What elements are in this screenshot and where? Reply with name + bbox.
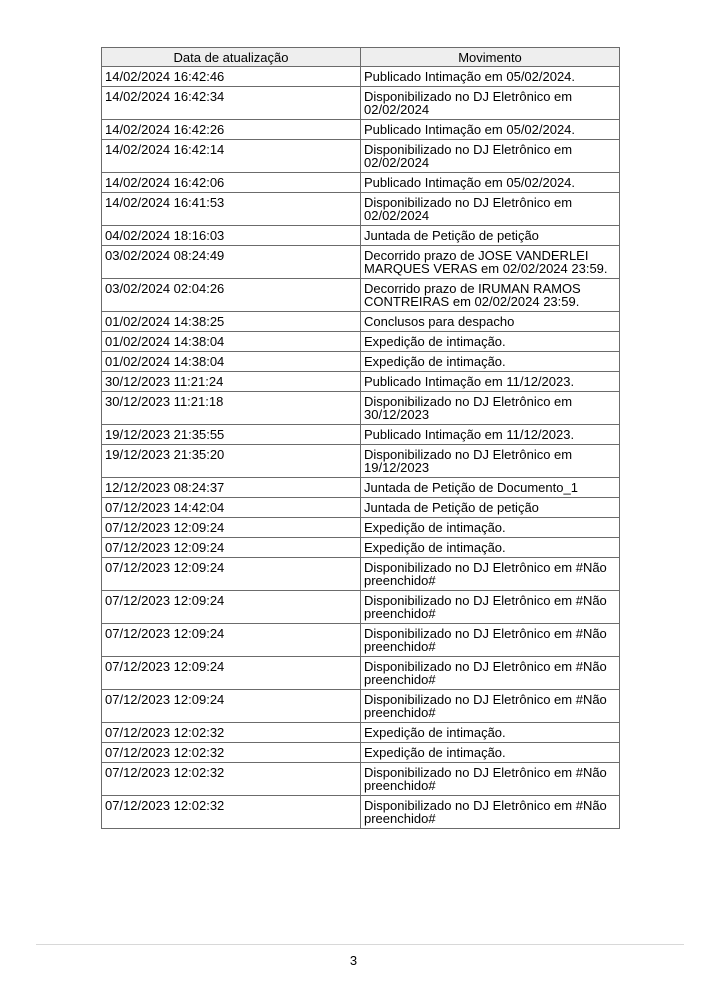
cell-movement: Publicado Intimação em 05/02/2024. — [361, 173, 620, 193]
cell-date: 30/12/2023 11:21:24 — [102, 372, 361, 392]
table-row — [102, 445, 620, 478]
table-row — [102, 352, 620, 372]
table-row — [102, 425, 620, 445]
cell-date: 03/02/2024 08:24:49 — [102, 246, 361, 279]
cell-movement: Disponibilizado no DJ Eletrônico em 19/12/2023 — [361, 445, 620, 478]
cell-date: 07/12/2023 12:09:24 — [102, 591, 361, 624]
cell-movement: Disponibilizado no DJ Eletrônico em 02/02/2024 — [361, 87, 620, 120]
cell-date: 30/12/2023 11:21:18 — [102, 392, 361, 425]
cell-date: 04/02/2024 18:16:03 — [102, 226, 361, 246]
table-row — [102, 246, 620, 279]
cell-date: 07/12/2023 12:09:24 — [102, 690, 361, 723]
cell-movement: Disponibilizado no DJ Eletrônico em 02/02/2024 — [361, 140, 620, 173]
cell-date: 07/12/2023 12:09:24 — [102, 518, 361, 538]
cell-movement: Disponibilizado no DJ Eletrônico em 30/12/2023 — [361, 392, 620, 425]
cell-movement: Expedição de intimação. — [361, 352, 620, 372]
cell-movement: Decorrido prazo de JOSE VANDERLEI MARQUES VERAS em 02/02/2024 23:59. — [361, 246, 620, 279]
cell-movement: Disponibilizado no DJ Eletrônico em #Não preenchido# — [361, 624, 620, 657]
cell-date: 03/02/2024 02:04:26 — [102, 279, 361, 312]
table-row — [102, 173, 620, 193]
cell-movement: Disponibilizado no DJ Eletrônico em #Não preenchido# — [361, 657, 620, 690]
table-row — [102, 478, 620, 498]
table-body — [102, 67, 620, 829]
table-row — [102, 763, 620, 796]
cell-date: 07/12/2023 12:02:32 — [102, 796, 361, 829]
cell-movement: Expedição de intimação. — [361, 723, 620, 743]
column-header-date: Data de atualização — [102, 48, 361, 67]
table-row — [102, 226, 620, 246]
cell-movement: Disponibilizado no DJ Eletrônico em 02/02/2024 — [361, 193, 620, 226]
cell-date: 07/12/2023 12:09:24 — [102, 624, 361, 657]
cell-date: 14/02/2024 16:42:14 — [102, 140, 361, 173]
table-row — [102, 87, 620, 120]
cell-date: 07/12/2023 12:02:32 — [102, 763, 361, 796]
table-row — [102, 624, 620, 657]
table-row — [102, 193, 620, 226]
cell-movement: Conclusos para despacho — [361, 312, 620, 332]
cell-date: 01/02/2024 14:38:04 — [102, 352, 361, 372]
cell-movement: Expedição de intimação. — [361, 518, 620, 538]
cell-movement: Publicado Intimação em 11/12/2023. — [361, 372, 620, 392]
cell-movement: Publicado Intimação em 11/12/2023. — [361, 425, 620, 445]
cell-movement: Publicado Intimação em 05/02/2024. — [361, 120, 620, 140]
cell-date: 07/12/2023 12:09:24 — [102, 558, 361, 591]
cell-date: 14/02/2024 16:42:46 — [102, 67, 361, 87]
table-row — [102, 591, 620, 624]
cell-movement: Expedição de intimação. — [361, 538, 620, 558]
table-row — [102, 332, 620, 352]
cell-movement: Juntada de Petição de petição — [361, 498, 620, 518]
cell-date: 19/12/2023 21:35:20 — [102, 445, 361, 478]
table-row — [102, 723, 620, 743]
cell-movement: Expedição de intimação. — [361, 743, 620, 763]
cell-movement: Disponibilizado no DJ Eletrônico em #Não preenchido# — [361, 591, 620, 624]
cell-movement: Disponibilizado no DJ Eletrônico em #Não preenchido# — [361, 763, 620, 796]
cell-date: 14/02/2024 16:42:06 — [102, 173, 361, 193]
table-row — [102, 312, 620, 332]
cell-date: 14/02/2024 16:41:53 — [102, 193, 361, 226]
table-row — [102, 67, 620, 87]
cell-date: 01/02/2024 14:38:25 — [102, 312, 361, 332]
cell-date: 14/02/2024 16:42:26 — [102, 120, 361, 140]
table-row — [102, 392, 620, 425]
cell-date: 07/12/2023 12:09:24 — [102, 657, 361, 690]
cell-date: 07/12/2023 12:02:32 — [102, 743, 361, 763]
table-row — [102, 372, 620, 392]
cell-movement: Expedição de intimação. — [361, 332, 620, 352]
cell-date: 07/12/2023 14:42:04 — [102, 498, 361, 518]
table-row — [102, 558, 620, 591]
cell-movement: Disponibilizado no DJ Eletrônico em #Não preenchido# — [361, 796, 620, 829]
cell-date: 19/12/2023 21:35:55 — [102, 425, 361, 445]
cell-date: 14/02/2024 16:42:34 — [102, 87, 361, 120]
table-row — [102, 657, 620, 690]
page-number: 3 — [349, 953, 358, 968]
cell-date: 01/02/2024 14:38:04 — [102, 332, 361, 352]
table-row — [102, 690, 620, 723]
table-header-row — [102, 48, 620, 67]
cell-movement: Disponibilizado no DJ Eletrônico em #Não preenchido# — [361, 558, 620, 591]
table-row — [102, 796, 620, 829]
cell-movement: Disponibilizado no DJ Eletrônico em #Não preenchido# — [361, 690, 620, 723]
table-row — [102, 120, 620, 140]
cell-movement: Publicado Intimação em 05/02/2024. — [361, 67, 620, 87]
column-header-movement: Movimento — [361, 48, 620, 67]
cell-movement: Juntada de Petição de petição — [361, 226, 620, 246]
table-row — [102, 279, 620, 312]
footer-divider — [36, 944, 684, 945]
table-row — [102, 518, 620, 538]
cell-date: 07/12/2023 12:09:24 — [102, 538, 361, 558]
movements-table — [101, 47, 620, 829]
cell-movement: Decorrido prazo de IRUMAN RAMOS CONTREIRAS em 02/02/2024 23:59. — [361, 279, 620, 312]
table-row — [102, 498, 620, 518]
cell-date: 12/12/2023 08:24:37 — [102, 478, 361, 498]
cell-movement: Juntada de Petição de Documento_1 — [361, 478, 620, 498]
table-row — [102, 538, 620, 558]
cell-date: 07/12/2023 12:02:32 — [102, 723, 361, 743]
table-row — [102, 743, 620, 763]
table-row — [102, 140, 620, 173]
